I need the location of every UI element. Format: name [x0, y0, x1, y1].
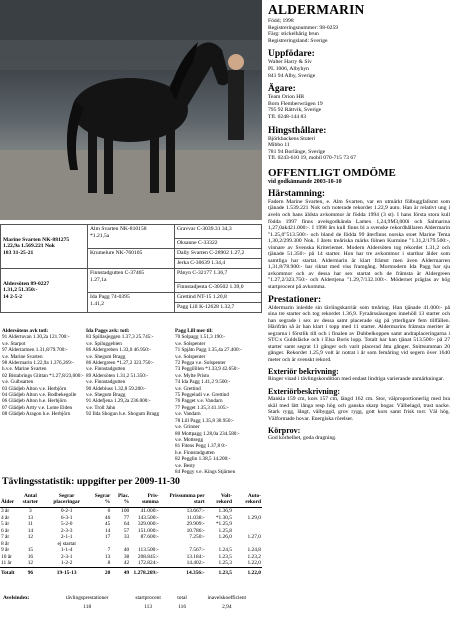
stats-cell: 2-1-1: [60, 534, 73, 541]
offspring-entry: 70 Solpagg 1.51,3 190:-: [175, 334, 226, 341]
index-header-cell: Avelsindex:: [3, 595, 30, 601]
offspring-entry: v.e. Finnstadgutten: [86, 379, 126, 386]
harst-text: Fadern Marine Svarten, e. Alm Svarten, var en utmärkt fölbuggfallsmt som tjänade 1.539.221 Nok och noterade rekordet 1.22,9 auto. Han är relativt ung i aveln och hans äldsta avkommor är födda 1994 (3 st). I hans första stora kull födda 1997 finns avelsgodkända Lamex 1,24,9M3,000i och Salmarina 1,27,0ak421.000:-. I 1998 års kull finns bl a svenske rekordhållaren Aldermarin "1.25,0"513.500:- och bland de födda 99 återfinns norska stoet Marine Tema 1,30,2/299.300 Nok. I årets treåriska märks fölnen Kurmine "1.31,2/179.500:-, vinnare av Svenska Kriteriemet. Modern Aldersöten tog rekordet 1.31,2 och tjänade 51.350:- på 14 starter. Hon har tre avkommor i startbar ålder som samtliga har startat. Aldermarin är klart främst men även Aldermarren 1,31,8/78.900:- har riktat med viss framgång. Mormodern Ida Pagg har sju avkommor och av dessa har sex startat och de främsta är Aldergreen "1.27,2/323.750:- och Aldertjena "1.29,7/132.100:-. Mödernet präglas av hög startprocent på avkomma.: [268, 198, 450, 291]
stats-cell: 1.29,0: [247, 514, 261, 521]
offspring-entry: v.e. Grinner: [175, 424, 200, 431]
stats-cell: 11 år: [1, 560, 12, 567]
judgement-sub: vid godkännande 2003-10-10: [268, 178, 342, 185]
owner-line: Team Orion HB: [268, 94, 304, 101]
stats-cell: 13.667:-: [186, 508, 205, 515]
pedigree-dam: [1, 269, 88, 313]
sire-dam-name: Krumelure NK-760105: [90, 250, 143, 256]
stats-cell: 3 år: [1, 508, 10, 515]
stats-cell: 14: [104, 527, 111, 534]
owner-line: 795 92 Rättvik, Sverige: [268, 107, 322, 114]
stats-cell: 0: [107, 508, 111, 515]
stats-cell: 6-3-1: [60, 514, 73, 521]
offspring-entry: v.e. Spiluggebien: [86, 340, 122, 347]
stats-total-cell: 49: [111, 567, 130, 576]
stats-cell: 1.25,8: [218, 527, 232, 534]
offspring-entry: v.e. Shegum Bragg: [86, 392, 126, 399]
offspring-entry: h.e. Finnstadgutten: [175, 449, 215, 456]
stats-cell: 8 år: [1, 540, 10, 547]
offspring-entry: 72 Pegga v.e. Solspenter: [175, 360, 226, 367]
offspring-entry: 06 Glädjeb Alton h.e. Herbjörn: [2, 398, 67, 405]
stats-cell: 3: [29, 508, 32, 515]
stats-cell: 4 år: [1, 514, 10, 521]
stats-cell: 2-3-1: [60, 553, 73, 560]
stats-total-cell: 19-15-13: [45, 567, 88, 576]
dam-dam-name: Ida Pagg 74-0395: [90, 294, 130, 300]
stats-cell: 13: [27, 514, 34, 521]
stats-total-cell: 1.22,0: [233, 567, 262, 576]
sd-sire: Dally Svarten C-28902 1.27,2: [175, 249, 262, 259]
breeder-line: 841 94 Alby, Sverige: [268, 72, 316, 79]
offspring-col-2: [86, 328, 172, 418]
stats-cell: 11.038:-: [186, 514, 205, 521]
horse-reg: Registreringsnummer: 98-0259: [268, 24, 339, 31]
dam-starts: 14 2-5-2: [3, 293, 23, 300]
harst-heading: Härstamning:: [268, 188, 325, 199]
index-header-cell: startprocent: [135, 595, 161, 601]
sd-dam: Jerka C-30639 1.34,4: [175, 259, 262, 269]
stats-cell: 172.824:-: [137, 560, 159, 567]
stats-total-cell: 1.278.269:-: [130, 567, 159, 576]
offspring-entry: 81 Fitens Pegg 1.37,8 0:-: [175, 443, 228, 450]
stats-cell: 1.36,9: [218, 508, 232, 515]
stats-header-cell: Segrar %: [88, 493, 111, 508]
stats-cell: *1.30,5: [215, 514, 232, 521]
stats-cell: 1.23,5: [218, 553, 232, 560]
offspring-entry: 97 Aldertarmen 1.31,8/79.700:-: [2, 347, 68, 354]
ex-text: Ringer visad i tävlingskondition med endast lindriga varierande anmärkningar.: [268, 376, 445, 383]
stats-cell: ej startat: [57, 540, 76, 547]
dd-dam: Pagg Lill K-12628 1.32,7: [175, 303, 262, 313]
station-line: Mibbo 11: [268, 142, 290, 149]
stats-cell: 46: [104, 514, 111, 521]
stats-row: [0, 508, 262, 515]
stats-cell: 13: [104, 553, 111, 560]
stats-cell: 7 år: [1, 534, 10, 541]
stats-header-cell: Volt-rekord: [206, 493, 233, 508]
pedigree-table: [0, 224, 262, 313]
ds-dam: Finnstadjenta C-30502 1.39,0: [175, 283, 262, 293]
stats-cell: 40: [123, 547, 130, 554]
stats-cell: 10 år: [1, 553, 12, 560]
prest-text: Aldermarin inledde sin tävlingskarriär som treåring. Han tjänade 41.000:- på sina tre starter och tog rekordet 1.36,9. Fyraårssäsongen innehöll 13 starter och han segrade i sex av dessa samt placerade sig på ytterligare fem tillfällen. Härifrån så är han klart i topp med 11 starter. Aldermarins främsta meriter är segrarna i förstlik till och i finalen av Dubbelkoppen samt andraplaceringarna i STC:s Guldsläcke och i Elsa Boris lopp. Totalt har han tjänat 513.500:- på 27 starter samt segrat 11 gånger och varit placerad åtta gånger. Snittsumman 20 gånger. Rekordet 1.25,9 volt är notrat i år som femåring vid segern över 1640 meter och är svenskt rekord.: [268, 304, 450, 363]
dam-dam: [88, 293, 175, 313]
offspring-entry: v.e. Grettind: [175, 385, 201, 392]
stats-cell: 7.567:-: [189, 547, 205, 554]
stats-table: [0, 493, 262, 576]
stats-cell: 329.000:-: [137, 521, 159, 528]
offspring-entry: 08 Glädjeb Aragon h.e. Herbjörn: [2, 411, 71, 418]
stats-cell: 29.909:-: [186, 521, 205, 528]
offspring-col-1-heading: Aldersötens avk totl:: [2, 328, 49, 334]
stats-cell: 0-2-1: [60, 508, 73, 515]
stats-total-cell: 20: [88, 567, 111, 576]
index-header-cell: inavelskoefficient: [207, 595, 247, 601]
stats-cell: 2-3-3: [60, 527, 73, 534]
owner-heading: Ägare:: [268, 84, 296, 95]
owner-line: Born Flemberwrägen 19: [268, 100, 323, 107]
offspring-entry: 91 Aldertuvan 1.30,2a 121.700:-: [2, 334, 70, 341]
stats-cell: 151.000:-: [137, 527, 159, 534]
dam-sire-name: Finnstadgutten C-37465: [90, 270, 145, 276]
stats-cell: 87.600:-: [140, 534, 159, 541]
stats-header-cell: Plac. %: [111, 493, 130, 508]
sire-name: Marine Svarten NK-881275: [3, 236, 70, 243]
dd-sire: Grettind NT-15 1.20,8: [175, 293, 262, 303]
offspring-entry: 73 Peggilillen *1.33,9 42.650:-: [175, 366, 240, 373]
stats-cell: 33: [123, 534, 130, 541]
kor-text: God körhelhet, goda dragning.: [268, 435, 337, 442]
offspring-entry: 03 Glädjeb Alton v.e. Herbjörn: [2, 385, 67, 392]
stats-cell: 9 år: [1, 547, 10, 554]
stats-cell: 45: [104, 521, 111, 528]
offspring-col-1: [2, 328, 84, 418]
stats-cell: 1.24,5: [218, 547, 232, 554]
index-value-row: [2, 604, 260, 611]
offspring-col-2-heading: Ida Paggs avk: totl:: [86, 328, 130, 334]
index-header-cell: total: [177, 595, 187, 601]
index-header-cell: tävlingsprestationer: [65, 595, 109, 601]
breeding-index-table: [0, 593, 262, 612]
stats-header-cell: Segrar placeringar: [45, 493, 88, 508]
sire-sire-record: *1.21,5a: [90, 232, 110, 239]
stats-cell: 5-2-0: [60, 521, 73, 528]
sire-sire: [88, 225, 175, 249]
stats-cell: 1.24,8: [247, 547, 261, 554]
horse-name: ALDERMARIN: [268, 2, 365, 17]
stats-cell: 8: [107, 560, 111, 567]
offspring-col-3: [175, 328, 261, 475]
sire-starts: 183 31-25-21: [3, 249, 34, 256]
offspring-entry: v.e. Finnstadgutten: [86, 366, 126, 373]
stats-cell: 15: [27, 547, 34, 554]
offspring-col-1-list: [2, 334, 84, 417]
offspring-entry: 91 Aldefjena 1.29,2a 236.000:-: [86, 398, 151, 405]
dam-sire: [88, 269, 175, 293]
breeder-heading: Uppfödare:: [268, 49, 315, 60]
offspring-entry: 84 Peggy v.e. Kings Stjärnen: [175, 468, 236, 475]
stats-header-cell: Antal starter: [16, 493, 46, 508]
ex-heading: Exteriör bekrivning:: [268, 367, 339, 377]
offspring-entry: 78 Lill Pagg 1.35,8 30.950:-: [175, 417, 234, 424]
index-value-cell: 116: [178, 603, 187, 610]
stats-cell: 42: [123, 560, 130, 567]
stats-header-cell: Auto-rekord: [233, 493, 262, 508]
station-line: 781 94 Borlänge, Sverige: [268, 148, 326, 155]
offspring-entry: v.e. Mottsegg: [175, 436, 204, 443]
stats-cell: 113.500:-: [138, 547, 159, 554]
offspring-entry: 04 Glädjeb Alton v.e. Bodbekegolle: [2, 392, 77, 399]
offspring-entry: 92 Ilda Shogun h.e. Shogum Bragg: [86, 411, 160, 418]
offspring-entry: v.e. Shegum Bragg: [86, 353, 126, 360]
index-value-cell: 118: [83, 603, 92, 610]
ss-dam: Oksanne C-33322: [175, 239, 262, 249]
offspring-entry: 75 Peggeladi v.e. Grettind: [175, 392, 229, 399]
stats-cell: 13.184:-: [186, 553, 205, 560]
stats-title: Tävlingsstatistik: uppgifter per 2009-11-30: [2, 476, 180, 487]
stats-cell: 1.22,0: [247, 560, 261, 567]
stats-cell: 7: [107, 547, 111, 554]
offspring-entry: v.e. Troll Jahn: [86, 404, 116, 411]
prest-heading: Prestationer:: [268, 294, 322, 305]
offspring-entry: 76 Pagget v.e. Vandarn: [175, 398, 223, 405]
stats-cell: 1-2-2: [60, 560, 73, 567]
index-header-row: [2, 595, 260, 602]
dam-dam-record: 1.41,2: [90, 300, 104, 307]
stats-total-cell: 14.356:-: [160, 567, 206, 576]
station-heading: Hingsthållare:: [268, 125, 327, 136]
kor-heading: Körprov:: [268, 426, 301, 436]
offspring-entry: 82 Pegglin 1.38,5 14.200:-: [175, 456, 231, 463]
ss-sire: Gravvar C-3039.31 34,3: [175, 225, 262, 239]
horse-color: Färg: stickelhårig brun: [268, 31, 319, 38]
offspring-entry: 89 Aldersöten 1.31,2 51.350:-: [86, 372, 148, 379]
stats-cell: 17: [104, 534, 111, 541]
stats-header-cell: Pris-summa: [130, 493, 159, 508]
offspring-entry: 98 Aldermarin 1.22,9a 1.376,269:-: [2, 360, 74, 367]
offspring-entry: v.e. Starpot: [2, 340, 26, 347]
sire-record: 1.22,9a 1.569.221 Nok: [3, 243, 55, 250]
dam-name: Aldersöten 89-0227: [3, 280, 50, 287]
stats-cell: 57: [123, 527, 130, 534]
stats-cell: 1.27,0: [247, 534, 261, 541]
offspring-entry: 83 Spillasjeggen 1.37,3 25.745:-: [86, 334, 154, 341]
stats-header-row: [0, 493, 262, 508]
stats-total-cell: Totalt: [0, 567, 16, 576]
offspring-entry: v.e. Besty: [175, 462, 196, 469]
stats-header-cell: Prissumma per start: [160, 493, 206, 508]
offspring-entry: v.e. Marine Svarten: [2, 353, 43, 360]
stats-total-cell: 1.23,5: [206, 567, 233, 576]
sire-sire-name: Alm Svarten NK-810158: [90, 226, 147, 232]
horse-info-column: [268, 0, 450, 442]
horse-silhouette: [0, 0, 262, 220]
stats-cell: 1.26,0: [218, 534, 232, 541]
offspring-entry: h.v.e. Marine Svarten: [2, 366, 47, 373]
offspring-entry: 86 Aldergreben 1.33,0 46.950:-: [86, 347, 152, 354]
stats-cell: 7.250:-: [189, 534, 205, 541]
station-line: Tfl. 0243-610 19, mobil 070-715 73 67: [268, 155, 356, 162]
conn-text: Mankla 159 cm, kors 157 cm, längd 162 cm. Stor, välproportionerlig med bra skäl med lätt långa resp hög och ganska skarp bogar. Välbelagd, trast nacke. Stark rygg, långt, välbyggd, grov rygg, gott kors samt frisk torr. Väl hög. Välformade hovar. Energiska rörelser.: [268, 396, 450, 422]
offspring-entry: v.e. Vandarn: [175, 411, 201, 418]
station-line: Björkbackens Stuteri: [268, 135, 316, 142]
stats-cell: 14.402:-: [186, 560, 205, 567]
offspring-col-3-heading: Pagg Lill mer til:: [175, 328, 213, 334]
sire-dam: [88, 249, 175, 269]
offspring-entry: 86 Aldergreen *1.27,2 323.750:-: [86, 360, 154, 367]
stats-cell: 5 år: [1, 521, 10, 528]
breeder-line: Walter Harry & Siv: [268, 59, 312, 66]
offspring-entry: 90 Aldebluss 1.32,8 59.200:-: [86, 385, 146, 392]
offspring-entry: v.e. Gulbsarten: [2, 379, 34, 386]
dam-record: 1.31,2 51.350:-: [3, 287, 38, 294]
pedigree-sire: [1, 225, 88, 269]
offspring-entry: 02 Bistabrings Glittan *1.27,8/23,000:-: [2, 372, 84, 379]
dam-sire-record: 1.27,1a: [90, 276, 107, 283]
stats-cell: 14: [27, 527, 34, 534]
stats-cell: 1.25,3: [218, 560, 232, 567]
offspring-entry: 77 Pegget 1.35,3 41.105:-: [175, 404, 229, 411]
ds-sire: Pånyn C-32177 1.36,7: [175, 269, 262, 283]
stats-cell: 16: [27, 553, 34, 560]
index-value-cell: [2, 604, 49, 611]
index-value-cell: 2,94: [222, 603, 232, 610]
stats-cell: 11: [27, 521, 33, 528]
stats-cell: 12: [27, 560, 34, 567]
offspring-entry: v.e. Mylte Pristo: [175, 372, 210, 379]
stats-cell: 64: [123, 521, 130, 528]
stats-header-cell: Ålder: [0, 493, 16, 508]
offspring-col-2-list: [86, 334, 172, 417]
horse-region: Registreringsland: Sverige: [268, 37, 328, 44]
stats-total-row: [0, 567, 262, 576]
owner-line: Tfl. 0248-144 83: [268, 113, 307, 120]
stats-cell: 143.500:-: [137, 514, 159, 521]
stats-cell: 1.23,2: [247, 553, 261, 560]
offspring-entry: v.e. Solspenter: [175, 353, 206, 360]
stats-cell: 100: [121, 508, 130, 515]
stats-total-cell: 96: [16, 567, 46, 576]
index-value-cell: 113: [144, 603, 153, 610]
offspring-col-3-list: [175, 334, 261, 475]
stats-cell: 77: [123, 514, 130, 521]
breeder-line: PL 1006, Albyhyn: [268, 65, 309, 72]
stats-cell: 6 år: [1, 527, 10, 534]
stats-cell: [233, 508, 262, 515]
stats-cell: 10.786:-: [186, 527, 205, 534]
horse-photo: [0, 0, 262, 220]
stats-row: [0, 560, 262, 567]
conn-heading: Exteriörbeskrivning:: [268, 387, 340, 397]
stats-cell: 208.845:-: [137, 553, 159, 560]
offspring-entry: 74 Ida Pagg 1.41,2 9.500:-: [175, 379, 231, 386]
offspring-entry: v.e. Solspenter: [175, 340, 206, 347]
stats-cell: 12: [27, 534, 34, 541]
stats-cell: 38: [123, 553, 130, 560]
stats-cell: 1-1-4: [60, 547, 73, 554]
offspring-entry: 80 Mottpagg 1.28,0a 234.580:-: [175, 430, 240, 437]
horse-born: Född; 1998: [268, 18, 294, 24]
offspring-entry: 71 Spjåtn Pagg 1.35,4a 27.400:-: [175, 347, 242, 354]
offspring-entry: 07 Glädjeb Artty v.e. Lome Elden: [2, 404, 73, 411]
judgement-heading: OFFENTLIGT OMDÖME: [268, 166, 396, 179]
stats-cell: 41.000:-: [140, 508, 159, 515]
stats-cell: *1.25,9: [215, 521, 232, 528]
